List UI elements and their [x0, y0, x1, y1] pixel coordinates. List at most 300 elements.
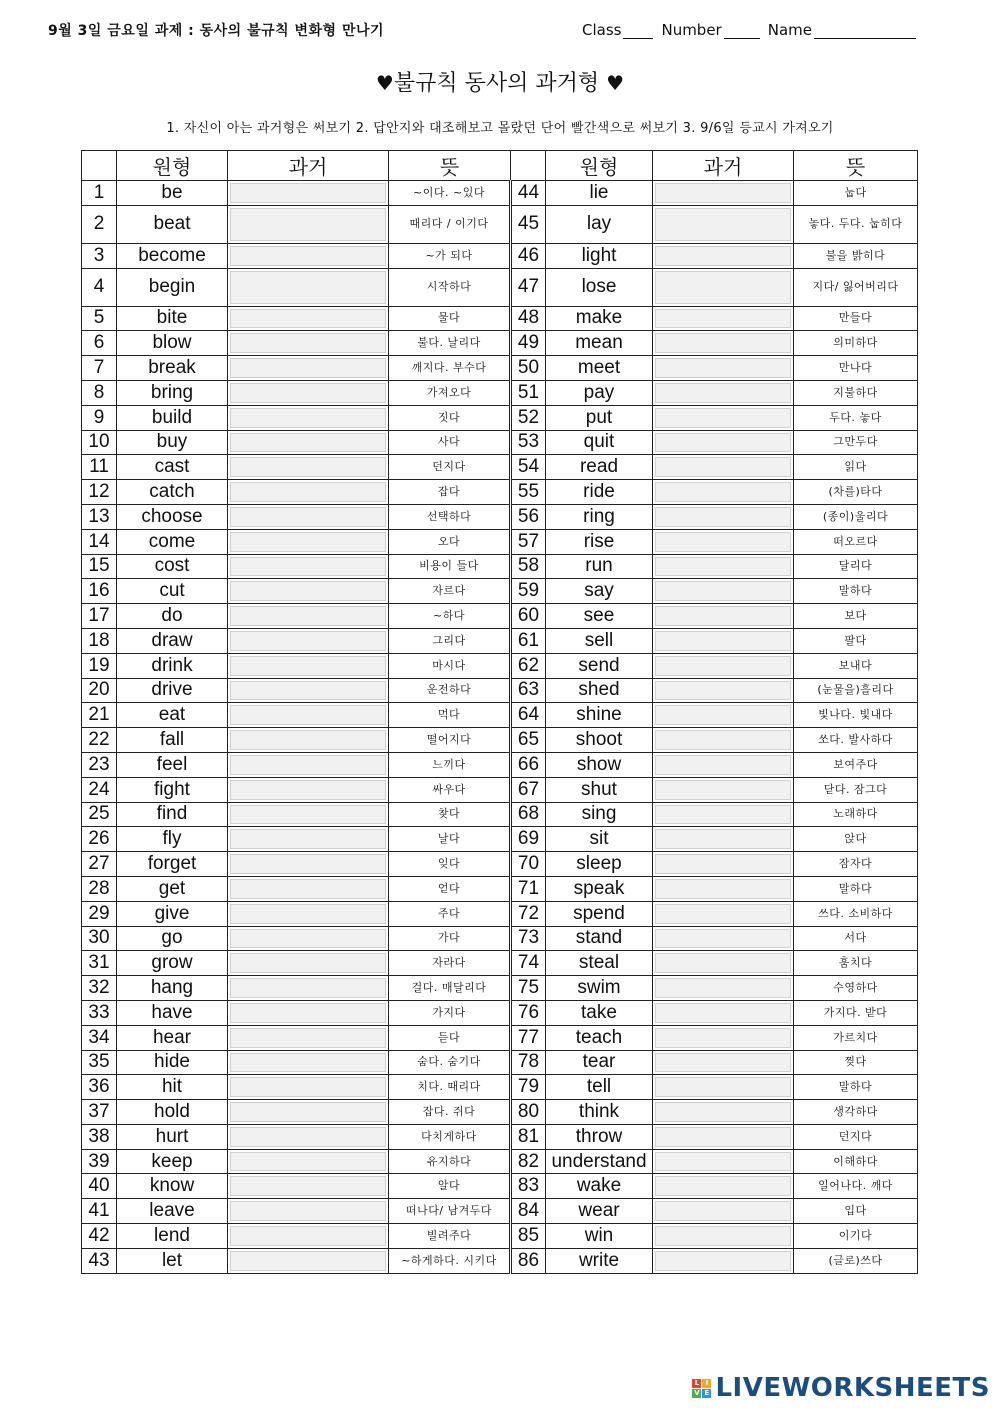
verb-base-form: sing	[546, 802, 653, 827]
verb-number: 54	[511, 455, 546, 480]
past-tense-input[interactable]	[655, 1053, 791, 1073]
past-tense-input[interactable]	[230, 1226, 386, 1246]
verb-meaning: 잡다. 쥐다	[389, 1100, 511, 1125]
verb-meaning: (종이)울리다	[794, 504, 918, 529]
past-tense-input[interactable]	[655, 482, 791, 502]
verb-base-form: bite	[117, 306, 228, 331]
past-tense-input[interactable]	[655, 507, 791, 527]
past-tense-input[interactable]	[655, 1201, 791, 1221]
past-tense-cell	[228, 1224, 389, 1249]
verb-meaning: 시작하다	[389, 268, 511, 306]
verb-base-form: win	[546, 1224, 653, 1249]
past-tense-cell	[653, 529, 794, 554]
past-tense-input[interactable]	[655, 780, 791, 800]
verb-number: 78	[511, 1050, 546, 1075]
verb-number: 41	[82, 1199, 117, 1224]
verb-number: 69	[511, 827, 546, 852]
verb-base-form: wake	[546, 1174, 653, 1199]
verb-meaning: 이기다	[794, 1224, 918, 1249]
past-tense-cell	[653, 405, 794, 430]
verb-number: 12	[82, 480, 117, 505]
past-tense-input[interactable]	[230, 1028, 386, 1048]
past-tense-input[interactable]	[230, 879, 386, 899]
verb-base-form: sleep	[546, 852, 653, 877]
verb-base-form: pay	[546, 380, 653, 405]
verb-base-form: drink	[117, 653, 228, 678]
verb-meaning: (차를)타다	[794, 480, 918, 505]
verb-base-form: break	[117, 356, 228, 381]
past-tense-input[interactable]	[655, 805, 791, 825]
verb-number: 25	[82, 802, 117, 827]
past-tense-cell	[653, 579, 794, 604]
past-tense-input[interactable]	[655, 1077, 791, 1097]
past-tense-input[interactable]	[230, 1003, 386, 1023]
past-tense-input[interactable]	[230, 457, 386, 477]
verb-meaning: 때리다 / 이기다	[389, 205, 511, 243]
past-tense-input[interactable]	[230, 780, 386, 800]
verb-meaning: 가지다. 받다	[794, 1000, 918, 1025]
name-blank[interactable]	[814, 23, 916, 39]
verb-base-form: understand	[546, 1149, 653, 1174]
table-row	[82, 1248, 918, 1273]
verb-number: 29	[82, 901, 117, 926]
past-tense-input[interactable]	[230, 271, 386, 304]
verb-meaning: 숨다. 숨기다	[389, 1050, 511, 1075]
verb-number: 11	[82, 455, 117, 480]
verb-base-form: hear	[117, 1025, 228, 1050]
verb-meaning: 느끼다	[389, 752, 511, 777]
past-tense-cell	[653, 901, 794, 926]
verb-meaning: 쓰다. 소비하다	[794, 901, 918, 926]
table-row	[82, 1199, 918, 1224]
liveworksheets-logo-icon	[692, 1379, 711, 1398]
past-tense-input[interactable]	[655, 1251, 791, 1271]
past-tense-cell	[228, 455, 389, 480]
verb-meaning: 일어나다. 깨다	[794, 1174, 918, 1199]
verb-base-form: cast	[117, 455, 228, 480]
past-tense-cell	[653, 380, 794, 405]
verb-meaning: 말하다	[794, 1075, 918, 1100]
verb-base-form: ring	[546, 504, 653, 529]
past-tense-input[interactable]	[230, 358, 386, 378]
past-tense-input[interactable]	[655, 358, 791, 378]
past-tense-input[interactable]	[655, 1102, 791, 1122]
verb-base-form: fly	[117, 827, 228, 852]
past-tense-input[interactable]	[655, 433, 791, 453]
past-tense-input[interactable]	[230, 705, 386, 725]
past-tense-input[interactable]	[230, 681, 386, 701]
verb-number: 45	[511, 205, 546, 243]
verb-meaning: 보다	[794, 604, 918, 629]
verb-base-form: tell	[546, 1075, 653, 1100]
past-tense-input[interactable]	[230, 631, 386, 651]
logo-mark-letter: L	[692, 1379, 701, 1388]
past-tense-cell	[653, 1000, 794, 1025]
past-tense-cell	[653, 331, 794, 356]
verb-number: 82	[511, 1149, 546, 1174]
class-label: Class	[582, 21, 622, 39]
liveworksheets-logo	[692, 1373, 990, 1403]
verb-number: 13	[82, 504, 117, 529]
table-row	[82, 926, 918, 951]
table-row	[82, 852, 918, 877]
verb-base-form: spend	[546, 901, 653, 926]
verb-number: 39	[82, 1149, 117, 1174]
class-field[interactable]	[582, 21, 653, 39]
past-tense-input[interactable]	[655, 581, 791, 601]
verb-number: 18	[82, 628, 117, 653]
verb-meaning: 치다. 때리다	[389, 1075, 511, 1100]
verb-number: 62	[511, 653, 546, 678]
past-tense-input[interactable]	[230, 1152, 386, 1172]
verb-number: 1	[82, 181, 117, 206]
verb-meaning: 보여주다	[794, 752, 918, 777]
verb-meaning: 물다	[389, 306, 511, 331]
past-tense-input[interactable]	[230, 333, 386, 353]
verb-base-form: buy	[117, 430, 228, 455]
table-row	[82, 1124, 918, 1149]
past-tense-cell	[653, 852, 794, 877]
verb-meaning: 두다. 놓다	[794, 405, 918, 430]
past-tense-input[interactable]	[655, 730, 791, 750]
number-blank[interactable]	[724, 23, 760, 39]
past-tense-cell	[228, 504, 389, 529]
verb-meaning: 의미하다	[794, 331, 918, 356]
table-row	[82, 306, 918, 331]
verb-base-form: forget	[117, 852, 228, 877]
past-tense-cell	[228, 480, 389, 505]
verb-base-form: catch	[117, 480, 228, 505]
verb-base-form: choose	[117, 504, 228, 529]
past-tense-cell	[653, 1199, 794, 1224]
past-tense-input[interactable]	[230, 656, 386, 676]
past-tense-input[interactable]	[230, 854, 386, 874]
verb-number: 83	[511, 1174, 546, 1199]
verb-meaning: 훔치다	[794, 951, 918, 976]
past-tense-input[interactable]	[230, 953, 386, 973]
table-row	[82, 1050, 918, 1075]
past-tense-cell	[653, 604, 794, 629]
verb-base-form: tear	[546, 1050, 653, 1075]
verb-base-form: think	[546, 1100, 653, 1125]
past-tense-cell	[653, 205, 794, 243]
verb-meaning: 날다	[389, 827, 511, 852]
past-tense-input[interactable]	[230, 532, 386, 552]
past-tense-cell	[653, 1224, 794, 1249]
verb-meaning: 가다	[389, 926, 511, 951]
past-tense-input[interactable]	[230, 829, 386, 849]
past-tense-cell	[228, 1248, 389, 1273]
past-tense-input[interactable]	[230, 730, 386, 750]
verb-number: 32	[82, 976, 117, 1001]
verb-number: 36	[82, 1075, 117, 1100]
verb-meaning: 놓다. 두다. 눕히다	[794, 205, 918, 243]
past-tense-input[interactable]	[655, 333, 791, 353]
past-tense-input[interactable]	[655, 183, 791, 203]
verb-meaning: 그만두다	[794, 430, 918, 455]
past-tense-input[interactable]	[655, 1003, 791, 1023]
verb-number: 6	[82, 331, 117, 356]
past-tense-input[interactable]	[230, 208, 386, 241]
verb-number: 60	[511, 604, 546, 629]
verb-number: 40	[82, 1174, 117, 1199]
verb-number: 46	[511, 243, 546, 268]
table-row	[82, 1224, 918, 1249]
verb-number: 59	[511, 579, 546, 604]
past-tense-input[interactable]	[230, 1127, 386, 1147]
verb-number: 56	[511, 504, 546, 529]
past-tense-cell	[653, 777, 794, 802]
past-tense-cell	[228, 777, 389, 802]
past-tense-cell	[228, 1000, 389, 1025]
past-tense-cell	[228, 628, 389, 653]
table-row	[82, 1025, 918, 1050]
verb-number: 50	[511, 356, 546, 381]
past-tense-input[interactable]	[230, 1102, 386, 1122]
past-tense-input[interactable]	[655, 532, 791, 552]
past-tense-input[interactable]	[230, 1077, 386, 1097]
past-tense-input[interactable]	[230, 557, 386, 577]
past-tense-input[interactable]	[230, 929, 386, 949]
past-tense-cell	[653, 1075, 794, 1100]
past-tense-input[interactable]	[230, 755, 386, 775]
verb-number: 53	[511, 430, 546, 455]
verb-meaning: 먹다	[389, 703, 511, 728]
verb-number: 19	[82, 653, 117, 678]
past-tense-input[interactable]	[230, 246, 386, 266]
past-tense-input[interactable]	[655, 879, 791, 899]
verb-number: 67	[511, 777, 546, 802]
table-row	[82, 728, 918, 753]
verb-number: 17	[82, 604, 117, 629]
past-tense-cell	[653, 243, 794, 268]
past-tense-cell	[653, 976, 794, 1001]
past-tense-input[interactable]	[655, 309, 791, 329]
past-tense-input[interactable]	[230, 183, 386, 203]
past-tense-cell	[653, 268, 794, 306]
verb-base-form: eat	[117, 703, 228, 728]
past-tense-input[interactable]	[655, 904, 791, 924]
table-row	[82, 430, 918, 455]
past-tense-input[interactable]	[230, 383, 386, 403]
verb-base-form: stand	[546, 926, 653, 951]
table-row	[82, 1000, 918, 1025]
table-row	[82, 678, 918, 703]
verb-base-form: grow	[117, 951, 228, 976]
past-tense-cell	[228, 1100, 389, 1125]
past-tense-cell	[228, 802, 389, 827]
past-tense-input[interactable]	[655, 829, 791, 849]
past-tense-input[interactable]	[655, 1028, 791, 1048]
verb-number: 61	[511, 628, 546, 653]
verb-meaning: 서다	[794, 926, 918, 951]
past-tense-input[interactable]	[655, 208, 791, 241]
verb-base-form: teach	[546, 1025, 653, 1050]
past-tense-cell	[653, 1174, 794, 1199]
past-tense-cell	[228, 529, 389, 554]
past-tense-cell	[228, 380, 389, 405]
past-tense-input[interactable]	[230, 507, 386, 527]
verb-meaning: 짓다	[389, 405, 511, 430]
verb-meaning: 떨어지다	[389, 728, 511, 753]
past-tense-input[interactable]	[655, 929, 791, 949]
verb-base-form: beat	[117, 205, 228, 243]
past-tense-input[interactable]	[655, 953, 791, 973]
verb-meaning: 싸우다	[389, 777, 511, 802]
past-tense-cell	[653, 703, 794, 728]
past-tense-input[interactable]	[655, 1152, 791, 1172]
past-tense-input[interactable]	[655, 978, 791, 998]
past-tense-input[interactable]	[230, 805, 386, 825]
verb-base-form: read	[546, 455, 653, 480]
verb-number: 70	[511, 852, 546, 877]
verb-base-form: shine	[546, 703, 653, 728]
verb-base-form: come	[117, 529, 228, 554]
past-tense-input[interactable]	[655, 681, 791, 701]
verb-base-form: sit	[546, 827, 653, 852]
past-tense-input[interactable]	[230, 1053, 386, 1073]
table-row	[82, 480, 918, 505]
past-tense-cell	[228, 976, 389, 1001]
verb-meaning: 가르치다	[794, 1025, 918, 1050]
verb-base-form: fight	[117, 777, 228, 802]
verb-base-form: blow	[117, 331, 228, 356]
verb-meaning: 달리다	[794, 554, 918, 579]
past-tense-cell	[653, 1124, 794, 1149]
table-row	[82, 802, 918, 827]
verb-meaning: 선택하다	[389, 504, 511, 529]
past-tense-input[interactable]	[655, 631, 791, 651]
past-tense-input[interactable]	[230, 482, 386, 502]
verb-meaning: 노래하다	[794, 802, 918, 827]
name-label: Name	[767, 21, 812, 39]
verb-meaning: 말하다	[794, 579, 918, 604]
past-tense-cell	[228, 579, 389, 604]
verb-meaning: 가져오다	[389, 380, 511, 405]
verb-number: 7	[82, 356, 117, 381]
past-tense-input[interactable]	[655, 755, 791, 775]
table-row	[82, 181, 918, 206]
table-row	[82, 827, 918, 852]
past-tense-input[interactable]	[230, 309, 386, 329]
class-blank[interactable]	[623, 23, 653, 39]
verb-number: 79	[511, 1075, 546, 1100]
table-row	[82, 752, 918, 777]
past-tense-cell	[653, 554, 794, 579]
past-tense-cell	[653, 876, 794, 901]
verb-meaning: 지불하다	[794, 380, 918, 405]
past-tense-input[interactable]	[230, 1201, 386, 1221]
verb-meaning: 알다	[389, 1174, 511, 1199]
verb-meaning: 던지다	[794, 1124, 918, 1149]
table-row	[82, 268, 918, 306]
verb-meaning: 유지하다	[389, 1149, 511, 1174]
verb-number: 44	[511, 181, 546, 206]
past-tense-input[interactable]	[655, 1226, 791, 1246]
past-tense-cell	[653, 1100, 794, 1125]
verb-number: 21	[82, 703, 117, 728]
table-row	[82, 604, 918, 629]
verb-base-form: feel	[117, 752, 228, 777]
verb-base-form: hold	[117, 1100, 228, 1125]
past-tense-cell	[228, 951, 389, 976]
verb-base-form: cost	[117, 554, 228, 579]
past-tense-cell	[228, 852, 389, 877]
past-tense-input[interactable]	[655, 1176, 791, 1196]
number-field[interactable]	[661, 21, 759, 39]
past-tense-input[interactable]	[230, 1176, 386, 1196]
past-tense-input[interactable]	[230, 433, 386, 453]
past-tense-input[interactable]	[655, 246, 791, 266]
past-tense-cell	[228, 268, 389, 306]
past-tense-input[interactable]	[655, 656, 791, 676]
past-tense-input[interactable]	[655, 1127, 791, 1147]
verb-number: 14	[82, 529, 117, 554]
past-tense-cell	[653, 752, 794, 777]
past-tense-input[interactable]	[655, 408, 791, 428]
past-tense-cell	[228, 1124, 389, 1149]
verb-number: 8	[82, 380, 117, 405]
logo-mark-letter: E	[702, 1389, 711, 1398]
past-tense-cell	[228, 430, 389, 455]
past-tense-input[interactable]	[655, 457, 791, 477]
verb-base-form: get	[117, 876, 228, 901]
verb-number: 20	[82, 678, 117, 703]
past-tense-cell	[228, 752, 389, 777]
past-tense-input[interactable]	[230, 904, 386, 924]
past-tense-input[interactable]	[655, 271, 791, 304]
table-row	[82, 1174, 918, 1199]
meaning-header: 뜻	[389, 151, 511, 181]
verb-number: 71	[511, 876, 546, 901]
past-tense-input[interactable]	[230, 1251, 386, 1271]
verb-base-form: leave	[117, 1199, 228, 1224]
past-tense-input[interactable]	[230, 978, 386, 998]
past-tense-input[interactable]	[655, 383, 791, 403]
verb-base-form: build	[117, 405, 228, 430]
past-tense-cell	[653, 728, 794, 753]
past-tense-input[interactable]	[655, 557, 791, 577]
past-tense-input[interactable]	[655, 606, 791, 626]
verb-base-form: see	[546, 604, 653, 629]
past-tense-cell	[228, 653, 389, 678]
student-info-fields	[582, 21, 916, 39]
past-tense-cell	[228, 1174, 389, 1199]
past-tense-input[interactable]	[230, 408, 386, 428]
verb-base-form: draw	[117, 628, 228, 653]
verb-number: 37	[82, 1100, 117, 1125]
past-tense-input[interactable]	[230, 606, 386, 626]
table-row	[82, 951, 918, 976]
past-tense-input[interactable]	[655, 854, 791, 874]
table-row	[82, 331, 918, 356]
verb-number: 86	[511, 1248, 546, 1273]
past-tense-cell	[653, 306, 794, 331]
past-tense-cell	[653, 1248, 794, 1273]
past-tense-cell	[653, 827, 794, 852]
past-tense-cell	[228, 901, 389, 926]
name-field[interactable]	[768, 21, 916, 39]
verb-base-form: go	[117, 926, 228, 951]
logo-mark-letter: I	[702, 1379, 711, 1388]
worksheet-heading	[0, 66, 1000, 97]
verb-base-form: fall	[117, 728, 228, 753]
past-header: 과거	[228, 151, 389, 181]
verb-number: 68	[511, 802, 546, 827]
past-tense-input[interactable]	[655, 705, 791, 725]
verb-number: 24	[82, 777, 117, 802]
past-tense-input[interactable]	[230, 581, 386, 601]
